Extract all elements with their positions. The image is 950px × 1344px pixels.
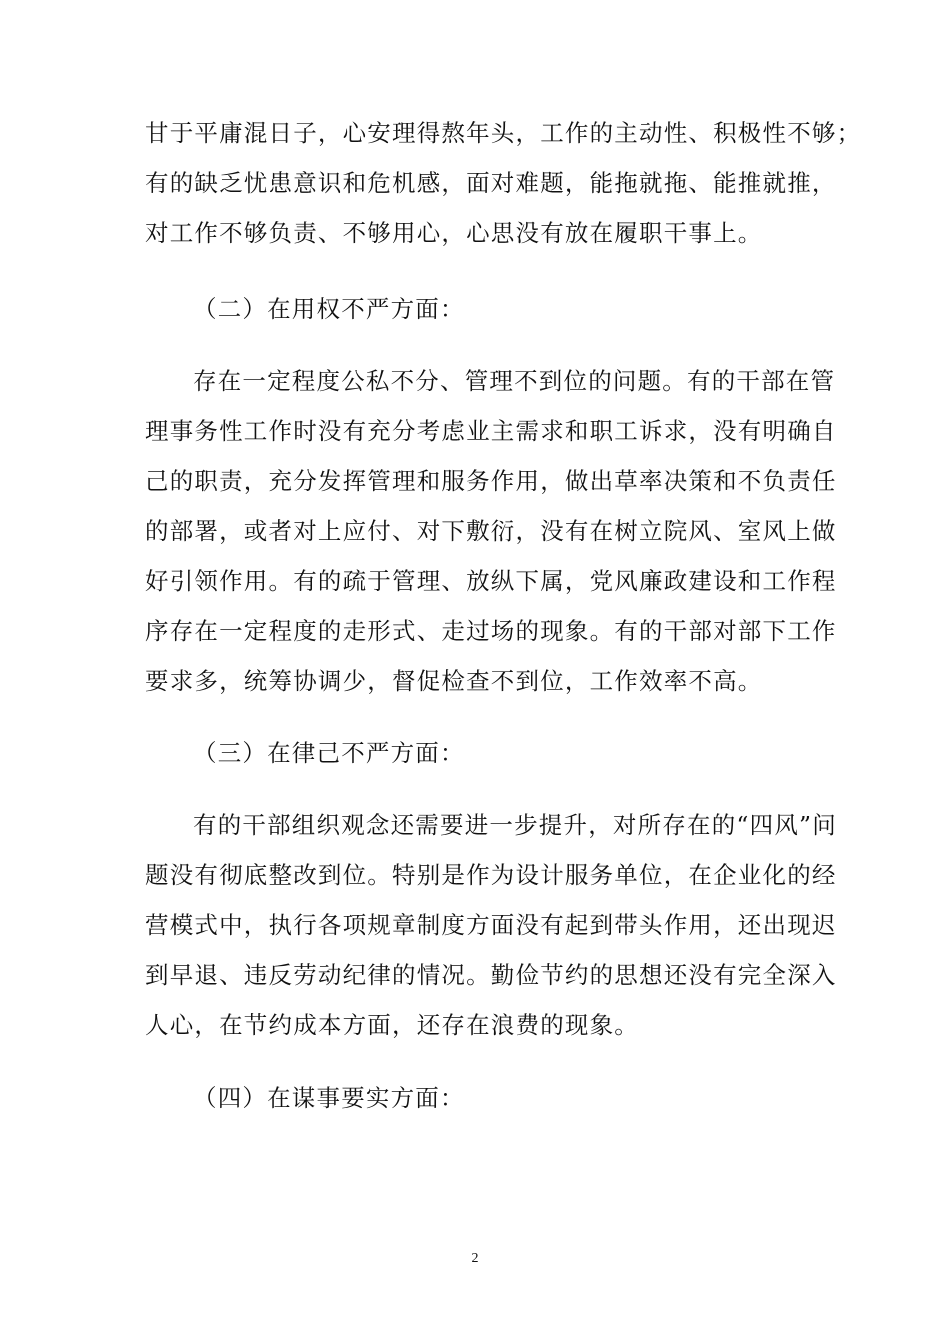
paragraph-2-line-3: 己的职责，充分发挥管理和服务作用，做出草率决策和不负责任	[145, 467, 837, 495]
paragraph-1-line-2: 有的缺乏忧患意识和危机感，面对难题，能拖就拖、能推就推，	[145, 169, 837, 197]
paragraph-2-line-6: 序存在一定程度的走形式、走过场的现象。有的干部对部下工作	[145, 617, 837, 645]
paragraph-1-line-1: 甘于平庸混日子，心安理得熬年头，工作的主动性、积极性不够；	[145, 119, 862, 147]
paragraph-3-line-4: 到早退、违反劳动纪律的情况。勤俭节约的思想还没有完全深入	[145, 961, 837, 989]
paragraph-3-line-1: 有的干部组织观念还需要进一步提升，对所存在的“四风”问	[193, 811, 837, 839]
paragraph-2-line-4: 的部署，或者对上应付、对下敷衍，没有在树立院风、室风上做	[145, 517, 837, 545]
paragraph-3-line-2: 题没有彻底整改到位。特别是作为设计服务单位，在企业化的经	[145, 861, 837, 889]
section-heading-2: （二）在用权不严方面：	[193, 295, 465, 323]
section-heading-4: （四）在谋事要实方面：	[193, 1084, 465, 1112]
paragraph-2-line-5: 好引领作用。有的疏于管理、放纵下属，党风廉政建设和工作程	[145, 567, 837, 595]
paragraph-2-line-1: 存在一定程度公私不分、管理不到位的问题。有的干部在管	[193, 367, 836, 395]
paragraph-3-line-3: 营模式中，执行各项规章制度方面没有起到带头作用，还出现迟	[145, 911, 837, 939]
section-heading-3: （三）在律己不严方面：	[193, 739, 465, 767]
paragraph-1-line-3: 对工作不够负责、不够用心，心思没有放在履职干事上。	[145, 219, 763, 247]
paragraph-3-line-5: 人心，在节约成本方面，还存在浪费的现象。	[145, 1011, 639, 1039]
paragraph-2-line-7: 要求多，统筹协调少，督促检查不到位，工作效率不高。	[145, 667, 763, 695]
paragraph-2-line-2: 理事务性工作时没有充分考虑业主需求和职工诉求，没有明确自	[145, 417, 837, 445]
page-number: 2	[471, 1251, 479, 1266]
